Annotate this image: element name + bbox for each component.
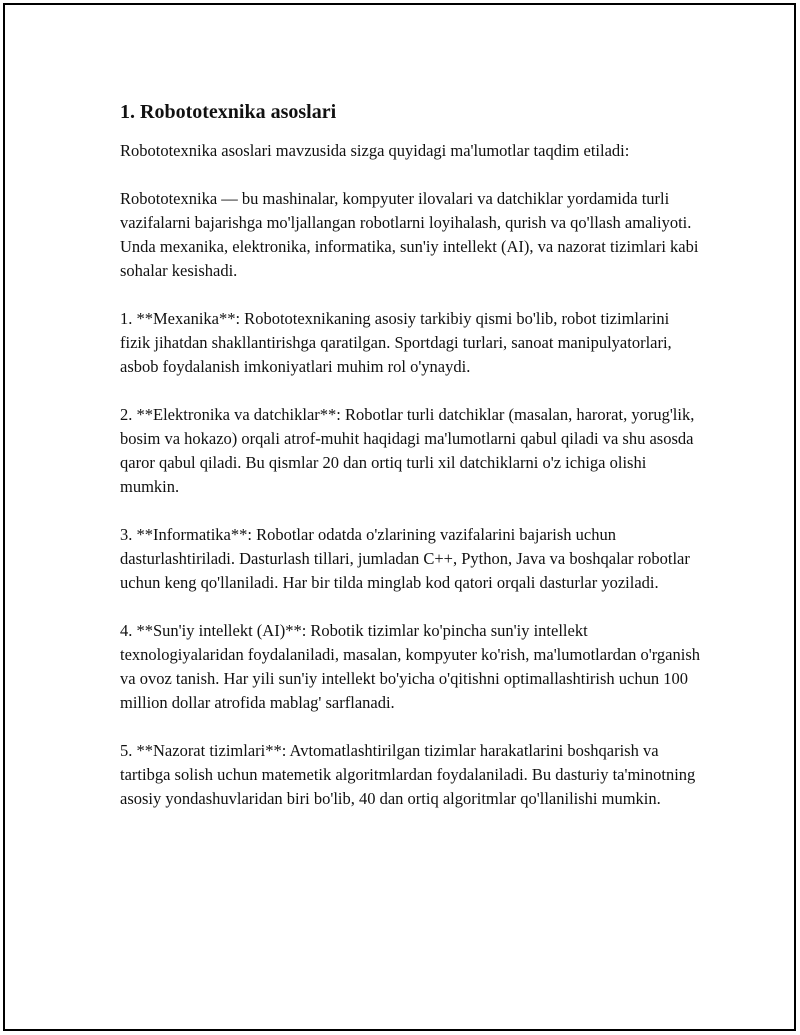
document-body [120,99,700,835]
control-systems-paragraph: 5. **Nazorat tizimlari**: Avtomatlashtirilgan tizimlar harakatlarini boshqarish va tartibga solish uchun matemetik algoritmlardan foydalaniladi. Bu dasturiy ta'minotning asosiy yondashuvlaridan biri bo'lib, 40 dan ortiq algoritmlar qo'llanilishi mumkin. [120,741,696,808]
informatics-paragraph: 3. **Informatika**: Robotlar odatda o'zlarining vazifalarini bajarish uchun dasturlashtiriladi. Dasturlash tillari, jumladan C++, Python, Java va boshqalar robotlar uchun keng qo'llaniladi. Har bir tilda minglab kod qatori orqali dasturlar yoziladi. [120,525,690,592]
electronics-paragraph: 2. **Elektronika va datchiklar**: Robotlar turli datchiklar (masalan, harorat, yorug'lik, bosim va hokazo) orqali atrof-muhit haqidagi ma'lumotlarni qabul qiladi va shu asosda qaror qabul qiladi. Bu qismlar 20 dan ortiq turli xil datchiklarni o'z ichiga olishi mumkin. [120,405,695,496]
definition-paragraph: Robototexnika — bu mashinalar, kompyuter ilovalari va datchiklar yordamida turli vazifalarni bajarishga mo'ljallangan robotlarni loyihalash, qurish va qo'llash amaliyoti. Unda mexanika, elektronika, informatika, sun'iy intellekt (AI), va nazorat tizimlari kabi sohalar kesishadi. [120,189,699,280]
page-title: 1. Robototexnika asoslari [120,101,337,123]
ai-paragraph: 4. **Sun'iy intellekt (AI)**: Robotik tizimlar ko'pincha sun'iy intellekt texnologiyalaridan foydalaniladi, masalan, kompyuter ko'rish, ma'lumotlardan o'rganish va ovoz tanish. Har yili sun'iy intellekt bo'yicha o'qitishni optimallashtirish uchun 100 million dollar atrofida mablag' sarflanadi. [120,621,701,712]
document-page [3,3,796,1031]
intro-paragraph: Robototexnika asoslari mavzusida sizga quyidagi ma'lumotlar taqdim etiladi: [120,141,630,160]
mechanics-paragraph: 1. **Mexanika**: Robototexnikaning asosiy tarkibiy qismi bo'lib, robot tizimlarini fizik jihatdan shakllantirishga qaratilgan. Sportdagi turlari, sanoat manipulyatorlari, asbob foydalanish imkoniyatlari muhim rol o'ynaydi. [120,309,672,376]
